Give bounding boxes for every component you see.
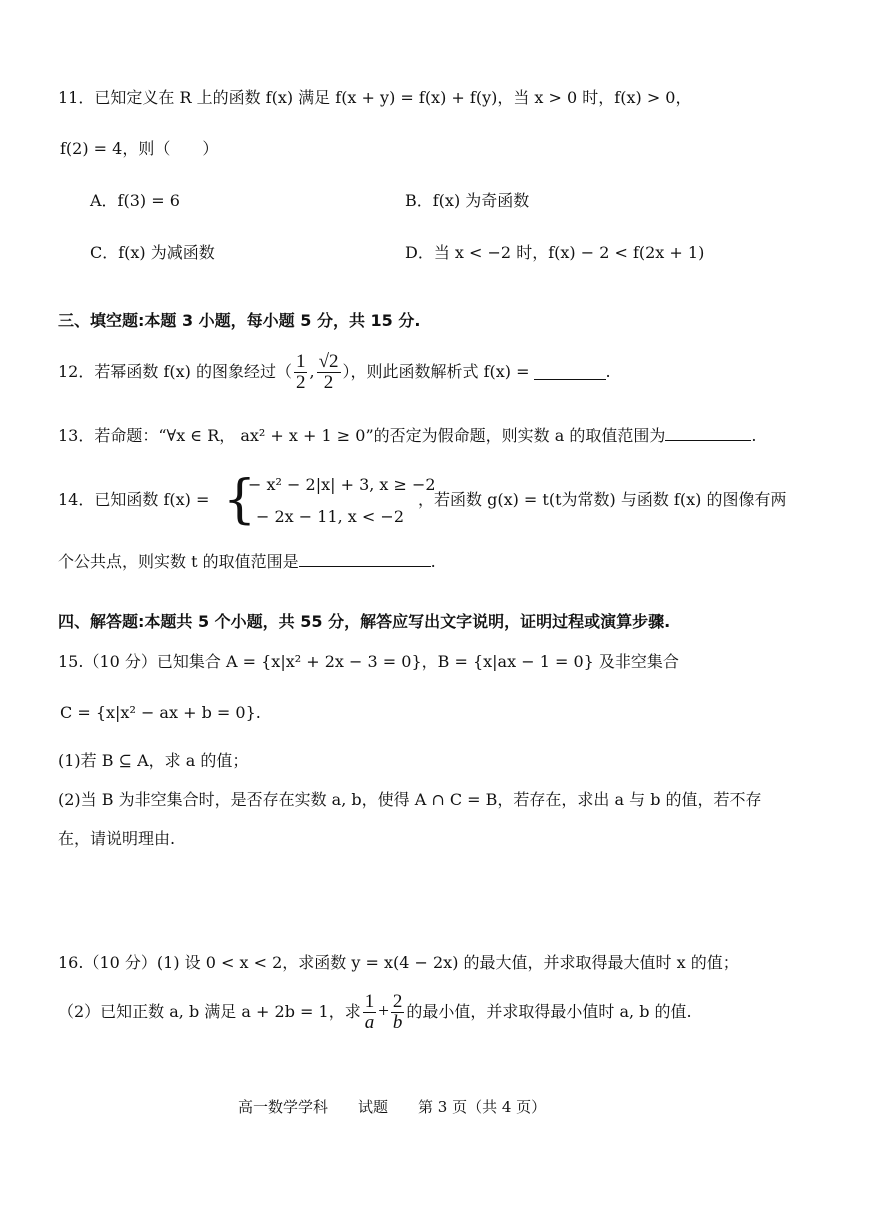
- q12-pre: 12．若幂函数 f(x) 的图象经过（: [58, 362, 292, 381]
- q15-part-1: (1)若 B ⊆ A，求 a 的值；: [58, 751, 249, 770]
- q12-fraction-1: $\frac{1}{2}$: [295, 350, 306, 393]
- q16-part-1: 16.（10 分）(1) 设 0 < x < 2，求函数 y = x(4 − 2x) 的最大值，并求取得最大值时 x 的值；: [58, 953, 739, 972]
- q12: 12．若幂函数 f(x) 的图象经过（ $\frac{1}{2}$ , $\frac{√2}{2}$ ），则此函数解析式 f(x) = .: [58, 350, 611, 393]
- q14-answer-blank[interactable]: [299, 552, 431, 567]
- q12-answer-blank[interactable]: [534, 365, 606, 380]
- q13: 13．若命题：“∀x ∈ R， ax² + x + 1 ≥ 0”的否定为假命题，则实数 a 的取值范围为 .: [58, 426, 757, 445]
- q16-part-2: （2）已知正数 a, b 满足 a + 2b = 1，求 $\frac{1}{a}$ + $\frac{2}{b}$ 的最小值，并求取得最小值时 a, b 的值.: [58, 990, 692, 1033]
- section-3-heading: 三、填空题:本题 3 小题，每小题 5 分，共 15 分.: [58, 311, 421, 330]
- q11-option-b: B．f(x) 为奇函数: [405, 191, 530, 210]
- section-4-heading: 四、解答题:本题共 5 个小题，共 55 分，解答应写出文字说明，证明过程或演算步骤.: [58, 612, 671, 631]
- q14-case-2: − 2x − 11, x < −2: [256, 507, 404, 526]
- q14-stem: 14．已知函数 f(x) =: [58, 490, 210, 509]
- q14-stem-cont: 个公共点，则实数 t 的取值范围是 .: [58, 552, 436, 571]
- q15-part-2-cont: 在，请说明理由.: [58, 829, 176, 848]
- q15-set-c: C = {x|x² − ax + b = 0}.: [60, 703, 261, 722]
- q14-case-1: − x² − 2|x| + 3, x ≥ −2: [248, 475, 436, 494]
- q11-stem: 11．已知定义在 R 上的函数 f(x) 满足 f(x + y) = f(x) + f(y)，当 x > 0 时，f(x) > 0，: [58, 88, 692, 107]
- q11-option-c: C．f(x) 为减函数: [90, 243, 215, 262]
- q14-stem-post: ，若函数 g(x) = t(t为常数) 与函数 f(x) 的图像有两: [418, 490, 787, 509]
- q11-stem-cont: f(2) = 4，则（ ）: [60, 139, 219, 158]
- q15-stem: 15.（10 分）已知集合 A = {x|x² + 2x − 3 = 0}，B = {x|ax − 1 = 0} 及非空集合: [58, 652, 679, 671]
- q15-part-2: (2)当 B 为非空集合时，是否存在实数 a, b，使得 A ∩ C = B，若存在，求出 a 与 b 的值，若不存: [58, 790, 762, 809]
- q16-fraction-2: $\frac{2}{b}$: [392, 990, 403, 1033]
- q13-answer-blank[interactable]: [665, 426, 751, 441]
- q12-post: ），则此函数解析式 f(x) =: [342, 362, 530, 381]
- q16-fraction-1: $\frac{1}{a}$: [364, 990, 375, 1033]
- q11-option-d: D．当 x < −2 时，f(x) − 2 < f(2x + 1): [405, 243, 705, 262]
- q14-piecewise-brace: {: [223, 470, 257, 530]
- q11-option-a: A．f(3) = 6: [90, 191, 180, 210]
- page-footer: 高一数学学科 试题 第 3 页（共 4 页）: [238, 1098, 547, 1116]
- q12-fraction-2: $\frac{√2}{2}$: [318, 350, 339, 393]
